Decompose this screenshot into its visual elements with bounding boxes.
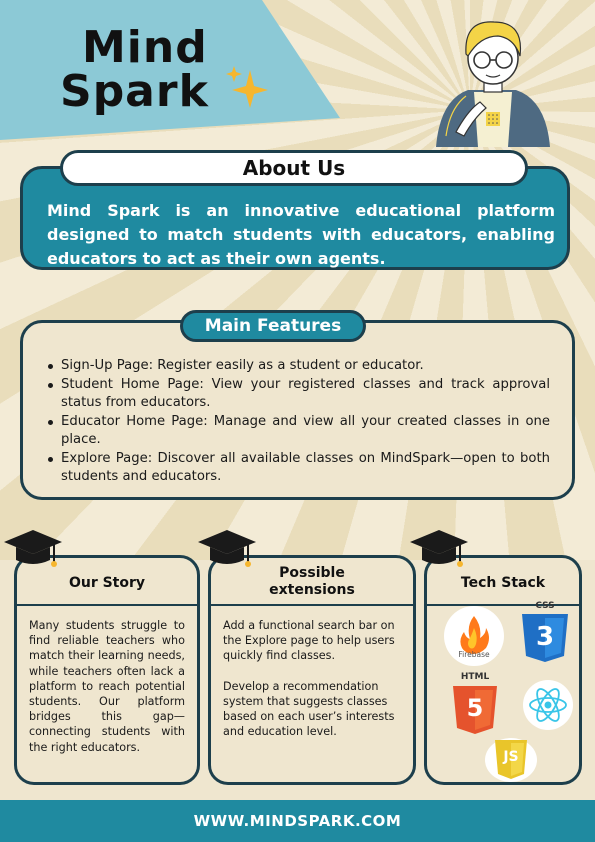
footer-bar: [0, 800, 595, 842]
css-logo: [516, 601, 574, 666]
sparkle-icon: [222, 62, 272, 112]
graduation-cap-icon: [196, 528, 258, 572]
feature-item: Educator Home Page: Manage and view all your created classes in one place.: [45, 413, 550, 450]
html-label: HTML: [460, 672, 490, 682]
brand-line-1: Mind: [82, 22, 208, 73]
react-logo: [523, 680, 573, 730]
features-heading: Main Features: [180, 310, 366, 342]
feature-item: Sign-Up Page: Register easily as a student or educator.: [45, 357, 550, 376]
about-heading: About Us: [60, 150, 528, 186]
extensions-card: [208, 555, 416, 785]
firebase-label: Firebase: [458, 650, 490, 659]
brand-line-2: Spark: [60, 66, 209, 117]
feature-item: Student Home Page: View your registered classes and track approval status from educators.: [45, 376, 550, 413]
footer-url[interactable]: WWW.MINDSPARK.COM: [193, 812, 402, 830]
js-logo: [485, 738, 537, 782]
feature-item: Explore Page: Discover all available classes on MindSpark—open to both students and educators.: [45, 450, 550, 487]
features-panel: [20, 320, 575, 500]
css-number: 3: [535, 622, 555, 652]
tech-stack-card: [424, 555, 582, 785]
extension-item: Add a functional search bar on the Explore page to help users quickly find classes.: [223, 619, 395, 663]
js-label: JS: [503, 749, 519, 765]
our-story-heading: Our Story: [17, 558, 197, 606]
our-story-text: Many students struggle to find reliable teachers who match their learning needs, while teachers often lack a platform to reach potential students. Our platform bridges this gap—connecting students with the right educators.: [29, 619, 185, 754]
firebase-logo: [444, 606, 504, 666]
extension-item: Develop a recommendation system that suggests classes based on each user’s interests and education level.: [223, 679, 395, 739]
html-number: 5: [466, 694, 484, 722]
css-label: CSS: [535, 601, 555, 611]
graduation-cap-icon: [2, 528, 64, 572]
brand-title: [60, 22, 209, 117]
html-logo: [449, 672, 501, 738]
avatar-illustration: [428, 12, 558, 147]
about-text: Mind Spark is an innovative educational platform designed to match students with educators, enabling educators to act as their own agents.: [47, 201, 555, 268]
react-icon: [523, 680, 573, 730]
graduation-cap-icon: [408, 528, 470, 572]
features-list: [45, 357, 550, 487]
our-story-card: [14, 555, 200, 785]
tech-stack-heading: Tech Stack: [427, 558, 579, 606]
extensions-heading: Possible extensions: [211, 558, 413, 606]
tech-logos: [427, 601, 579, 782]
